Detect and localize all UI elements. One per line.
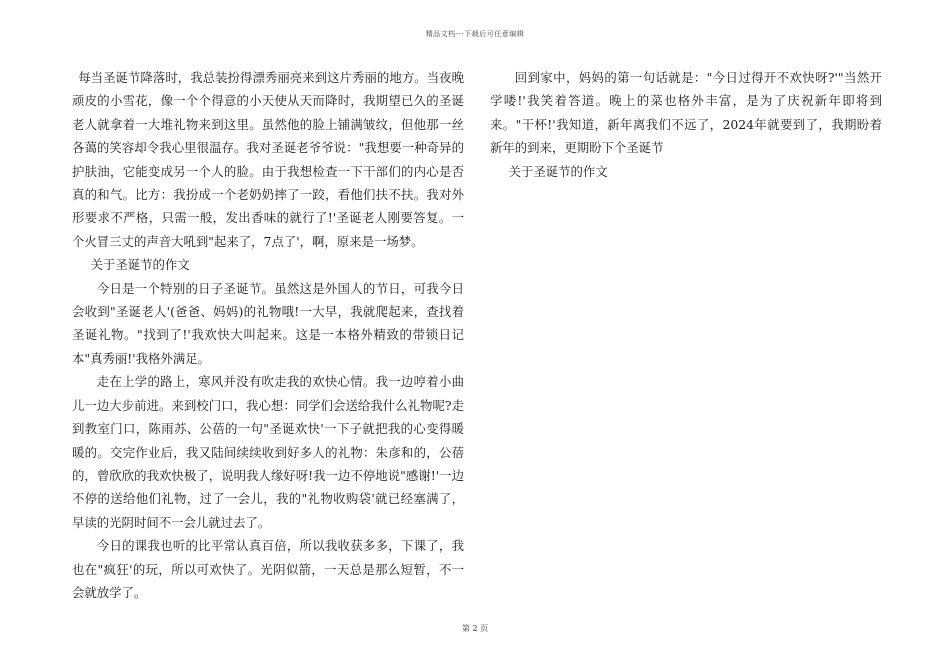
paragraph-school-gifts: 走在上学的路上，寒风并没有吹走我的欢快心情。我一边哼着小曲儿一边大步前进。来到校门口，我心想：同学们会送给我什么礼物呢?走到教室门口，陈雨苏、公蓓的一句"圣诞欢快'一下子就把我的心变得暖暖的。交完作业后，我又陆间续续收到好多人的礼物：朱彦和的，公蓓的，曾欣欣的我欢快极了，说明我人缘好呀!我一边不停地说"感谢!'一边不停的送给他们礼物，过了一会儿，我的"礼物收购袋'就已经塞满了，早读的光阴时间不一会儿就过去了。 <box>72 374 464 530</box>
paragraph-gift-morning: 今日是一个特别的日子圣诞节。虽然这是外国人的节日，可我今日会收到"圣诞老人'(爸爸、妈妈)的礼物哦!一大早，我就爬起来，查找着圣诞礼物。"找到了!'我欢快大叫起来。这是一本格外精致的带锁日记本"真秀丽!'我格外满足。 <box>72 280 464 366</box>
page-header: 精品文档---下载后可任意编辑 <box>425 30 525 38</box>
essay-title-next: 关于圣诞节的作文 <box>508 163 608 179</box>
right-column <box>490 66 882 183</box>
paragraph-christmas-dream: 每当圣诞节降落时，我总装扮得漂秀丽亮来到这片秀丽的地方。当夜晚顽皮的小雪花，像一个个得意的小天使从天而降时，我期望已久的圣诞老人就拿着一大堆礼物来到这里。虽然他的脸上铺满皱纹，但他那一丝各蔼的笑容却令我心里很温存。我对圣诞老爷爷说："我想要一种奇异的护肤油，它能变成另一个人的脸。由于我想检查一下干部们的内心是否真的和气。比方：我扮成一个老奶奶摔了一跤，看他们扶不扶。我对外形要求不严格，只需一般，发出香味的就行了!'圣诞老人刚要答复。一个火冒三丈的声音大吼到"起来了，7点了'，啊，原来是一场梦。 <box>72 70 464 249</box>
page-number: 第 2 页 <box>461 624 489 633</box>
paragraph-class-time: 今日的课我也听的比平常认真百倍，所以我收获多多，下课了，我也在"疯狂'的玩，所以可欢快了。光阴似箭，一天总是那么短暂，不一会就放学了。 <box>72 538 464 600</box>
paragraph-back-home: 回到家中，妈妈的第一句话就是："今日过得开不欢快呀?'"当然开学喽!'我笑着答道。晚上的菜也格外丰富，是为了庆祝新年即将到来。"干杯!'我知道，新年离我们不远了，2024年就要到了，我期盼着新年的到来，更期盼下个圣诞节 <box>490 70 882 156</box>
essay-title: 关于圣诞节的作文 <box>90 257 190 273</box>
left-column <box>72 66 464 604</box>
